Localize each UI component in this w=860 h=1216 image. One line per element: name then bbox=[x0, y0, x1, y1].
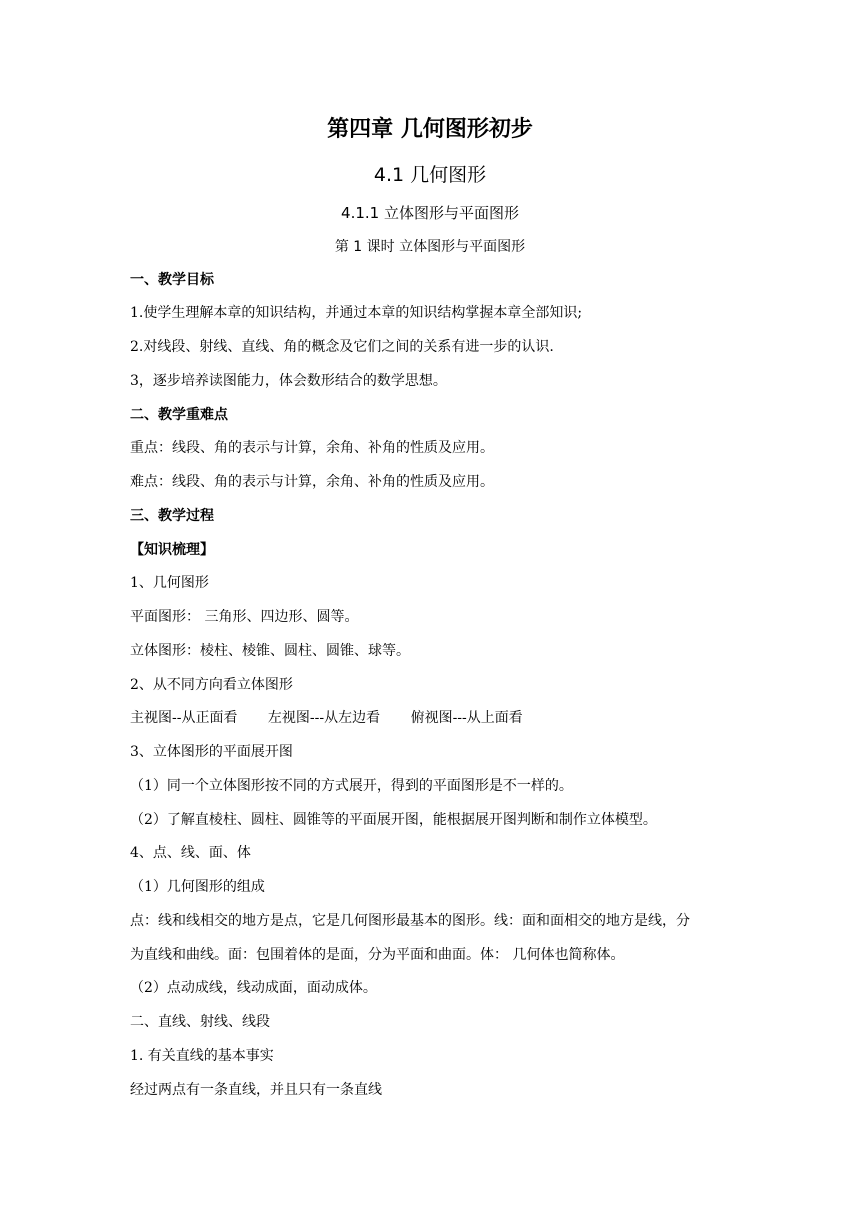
composition-text-1: 点：线和线相交的地方是点，它是几何图形最基本的图形。线：面和面相交的地方是线，分 bbox=[130, 913, 690, 929]
composition-text-2: 为直线和曲线。面：包围着体的是面，分为平面和曲面。体： 几何体也简称体。 bbox=[130, 947, 625, 963]
motion-text: （2）点动成线，线动成面，面动成体。 bbox=[130, 980, 377, 996]
goal-2: 2.对线段、射线、直线、角的概念及它们之间的关系有进一步的认识. bbox=[130, 339, 554, 355]
item-geometric-figures: 1、几何图形 bbox=[130, 575, 209, 591]
composition-heading: （1）几何图形的组成 bbox=[130, 879, 265, 895]
item-point-line-surface-solid: 4、点、线、面、体 bbox=[130, 845, 251, 861]
plane-figures: 平面图形： 三角形、四边形、圆等。 bbox=[130, 609, 359, 625]
heading-key-difficulties: 二、教学重难点 bbox=[130, 407, 228, 423]
fact-heading: 1. 有关直线的基本事实 bbox=[130, 1048, 274, 1064]
section-two-heading: 二、直线、射线、线段 bbox=[130, 1014, 270, 1030]
solid-figures: 立体图形：棱柱、棱锥、圆柱、圆锥、球等。 bbox=[130, 643, 410, 659]
fact-text: 经过两点有一条直线，并且只有一条直线 bbox=[130, 1082, 382, 1098]
unfold-1: （1）同一个立体图形按不同的方式展开，得到的平面图形是不一样的。 bbox=[130, 778, 573, 794]
goal-3: 3，逐步培养读图能力，体会数形结合的数学思想。 bbox=[130, 373, 447, 389]
heading-teaching-process: 三、教学过程 bbox=[130, 508, 214, 524]
chapter-title: 第四章 几何图形初步 bbox=[327, 117, 533, 142]
goal-1: 1.使学生理解本章的知识结构，并通过本章的知识结构掌握本章全部知识; bbox=[130, 305, 583, 321]
lesson-title: 第 1 课时 立体图形与平面图形 bbox=[334, 239, 526, 255]
key-point: 重点：线段、角的表示与计算，余角、补角的性质及应用。 bbox=[130, 440, 494, 456]
section-title: 4.1 几何图形 bbox=[373, 164, 487, 186]
top-view: 俯视图---从上面看 bbox=[410, 710, 523, 726]
unfold-2: （2）了解直棱柱、圆柱、圆锥等的平面展开图，能根据展开图判断和制作立体模型。 bbox=[130, 812, 657, 828]
left-view: 左视图---从左边看 bbox=[267, 710, 381, 726]
item-unfold: 3、立体图形的平面展开图 bbox=[130, 744, 293, 760]
front-view: 主视图--从正面看 bbox=[130, 710, 238, 726]
difficult-point: 难点：线段、角的表示与计算，余角、补角的性质及应用。 bbox=[130, 474, 494, 490]
heading-teaching-goals: 一、教学目标 bbox=[130, 272, 214, 288]
views-row bbox=[130, 708, 549, 728]
item-views: 2、从不同方向看立体图形 bbox=[130, 677, 293, 693]
knowledge-review-heading: 【知识梳理】 bbox=[130, 542, 214, 558]
subsection-title: 4.1.1 立体图形与平面图形 bbox=[341, 204, 519, 222]
